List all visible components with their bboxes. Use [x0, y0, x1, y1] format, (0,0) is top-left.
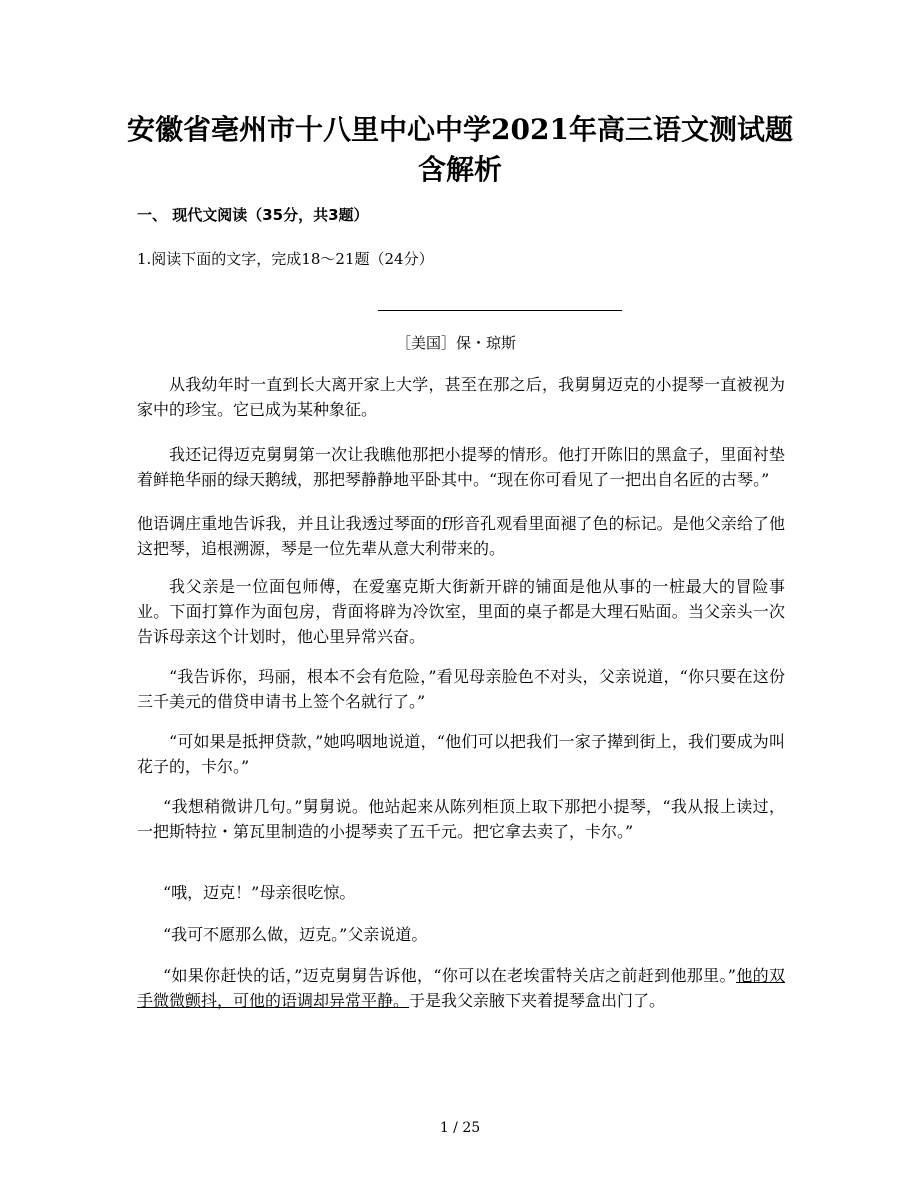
title-line-1: 安徽省亳州市十八里中心中学2021年高三语文测试题	[127, 113, 793, 146]
paragraph-6: “我想稍微讲几句。”舅舅说。他站起来从陈列柜顶上取下那把小提琴，“我从报上读过，一把斯特拉・第瓦里制造的小提琴卖了五千元。把它拿去卖了，卡尔。”	[137, 797, 785, 841]
paragraph-4: “我告诉你，玛丽，根本不会有危险，”看见母亲脸色不对头，父亲说道，“你只要在这份三千美元的借贷申请书上签个名就行了。”	[137, 667, 785, 711]
page-number: 1 / 25	[439, 1120, 481, 1136]
paragraph-8: “我可不愿那么做，迈克。”父亲说道。	[163, 925, 428, 944]
paragraph-1: 从我幼年时一直到长大离开家上大学，甚至在那之后，我舅舅迈克的小提琴一直被视为家中的珍宝。它已成为某种象征。	[137, 375, 785, 419]
paragraph-3: 我父亲是一位面包师傅，在爱塞克斯大街新开辟的铺面是他从事的一桩最大的冒险事业。下面打算作为面包房，背面将辟为冷饮室，里面的桌子都是大理石贴面。当父亲头一次告诉母亲这个计划时，他心里异常兴奋。	[137, 577, 785, 646]
paragraph-5: “可如果是抵押贷款，”她呜咽地说道，“他们可以把我们一家子撵到街上，我们要成为叫花子的，卡尔。”	[137, 732, 785, 776]
paragraph-2a: 我还记得迈克舅舅第一次让我瞧他那把小提琴的情形。他打开陈旧的黑盒子，里面衬垫着鲜艳华丽的绿天鹅绒，那把琴静静地平卧其中。“现在你可看见了一把出自名匠的古琴。”	[137, 445, 785, 489]
section-heading: 一、 现代文阅读（35分，共3题）	[137, 206, 369, 224]
paragraph-9-start: “如果你赶快的话，”迈克舅舅告诉他，“你可以在老埃雷特关店之前赶到他那里。”	[163, 966, 736, 985]
paragraph-9	[137, 963, 785, 1013]
document-title	[100, 110, 820, 190]
question-prompt: 1.阅读下面的文字，完成18～21题（24分）	[137, 250, 434, 268]
paragraph-9-end: 于是我父亲腋下夹着提琴盒出门了。	[409, 991, 666, 1010]
author-line: ［美国］保・琼斯	[396, 334, 517, 352]
title-line-2: 含解析	[417, 153, 502, 186]
underlined-sentence: 他的双手微微颤抖，可他的语调却异常平静。	[137, 966, 785, 1010]
title-rule-divider	[378, 310, 622, 311]
paragraph-7: “哦，迈克！”母亲很吃惊。	[163, 883, 356, 902]
paragraph-2b: 他语调庄重地告诉我，并且让我透过琴面的f形音孔观看里面褪了色的标记。是他父亲给了他这把琴，追根溯源，琴是一位先辈从意大利带来的。	[137, 514, 785, 558]
